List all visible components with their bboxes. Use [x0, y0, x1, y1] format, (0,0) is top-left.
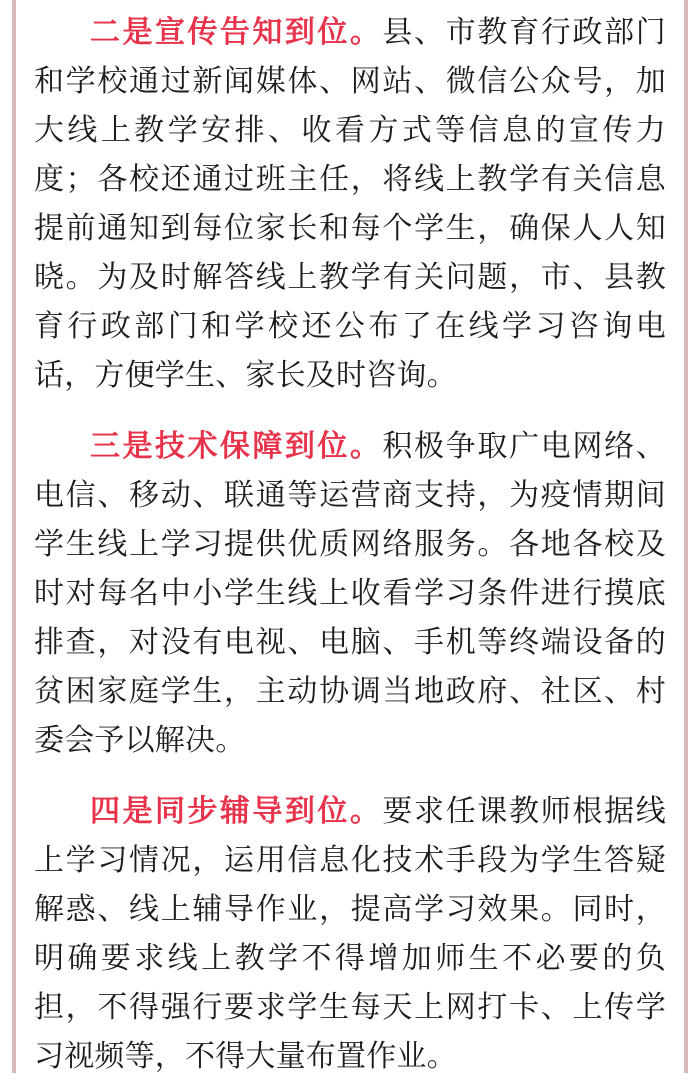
paragraph-3-text: 积极争取广电网络、电信、移动、联通等运营商支持，为疫情期间学生线上学习提供优质网络服务。各地各校及时对每名中小学生线上收看学习条件进行摸底排查，对没有电视、电脑、手机等终端设备的贫困家庭学生，主动协调当地政府、社区、村委会予以解决。	[34, 430, 666, 757]
paragraph-3-lead: 三是技术保障到位	[90, 430, 350, 463]
paragraph-4-lead: 四是同步辅导到位	[90, 795, 350, 828]
paragraph-2-text: 县、市教育行政部门和学校通过新闻媒体、网站、微信公众号，加大线上教学安排、收看方式等信息的宣传力度；各校还通过班主任，将线上教学有关信息提前通知到每位家长和每个学生，确保人人知晓。为及时解答线上教学有关问题，市、县教育行政部门和学校还公布了在线学习咨询电话，方便学生、家长及时咨询。	[34, 16, 666, 392]
left-border-rule	[12, 0, 16, 1073]
paragraph-3-separator: 。	[349, 430, 383, 463]
paragraph-3	[34, 422, 666, 765]
paragraph-2-lead: 二是宣传告知到位	[90, 16, 350, 49]
paragraph-2-separator: 。	[349, 16, 383, 49]
paragraph-4-text: 要求任课教师根据线上学习情况，运用信息化技术手段为学生答疑解惑、线上辅导作业，提高学习效果。同时，明确要求线上教学不得增加师生不必要的负担，不得强行要求学生每天上网打卡、上传学习视频等，不得大量布置作业。	[34, 795, 666, 1073]
paragraph-2	[34, 8, 666, 400]
right-border-rule	[684, 0, 688, 1073]
paragraph-4-separator: 。	[349, 795, 383, 828]
document-body	[28, 0, 672, 1073]
paragraph-4	[34, 787, 666, 1081]
